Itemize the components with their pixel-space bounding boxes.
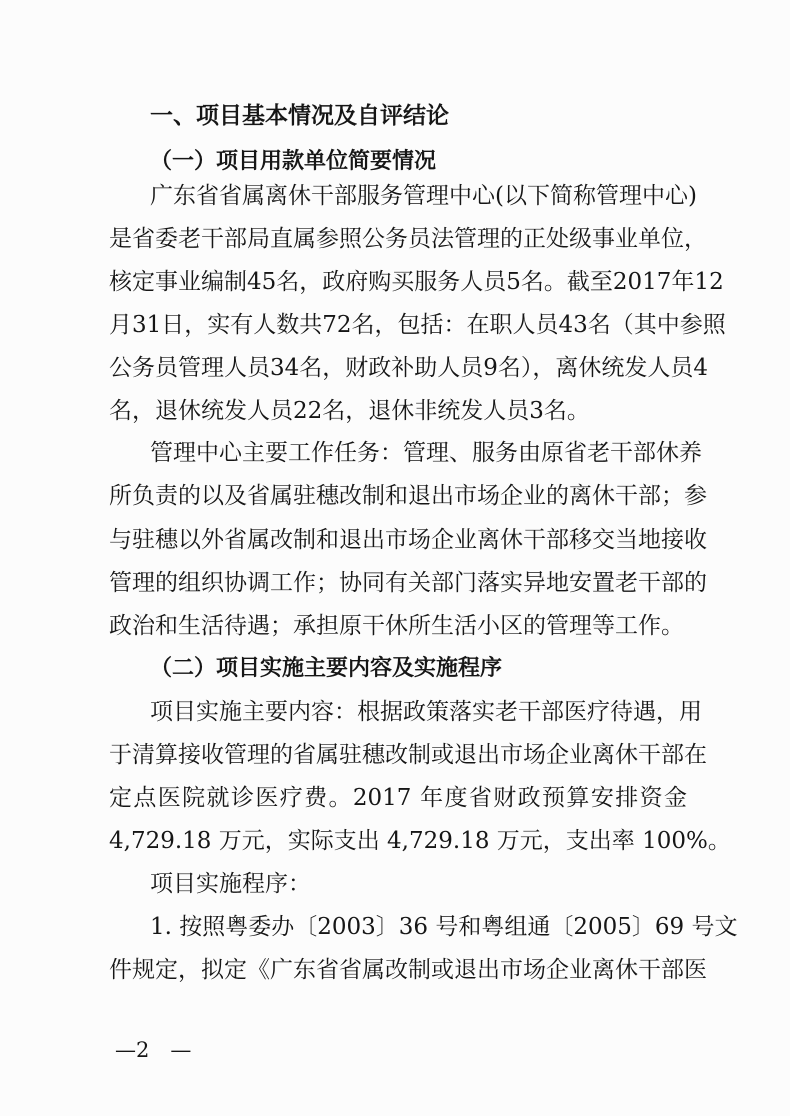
paragraph-3-line-4: 4,729.18 万元，实际支出 4,729.18 万元，支出率 100%。 bbox=[109, 828, 731, 854]
paragraph-2-line-3: 与驻穗以外省属改制和退出市场企业离休干部移交当地接收 bbox=[109, 527, 707, 553]
paragraph-3-line-3: 定点医院就诊医疗费。2017 年度省财政预算安排资金 bbox=[109, 785, 687, 811]
paragraph-3-line-1: 项目实施主要内容：根据政策落实老干部医疗待遇，用 bbox=[150, 699, 702, 725]
paragraph-1-line-4: 月31日，实有人数共72名，包括：在职人员43名（其中参照 bbox=[109, 312, 726, 338]
paragraph-2-line-1: 管理中心主要工作任务：管理、服务由原省老干部休养 bbox=[150, 440, 702, 466]
paragraph-1-line-6: 名，退休统发人员22名，退休非统发人员3名。 bbox=[109, 398, 590, 424]
paragraph-4: 项目实施程序： bbox=[150, 871, 311, 897]
paragraph-3-line-2: 于清算接收管理的省属驻穗改制或退出市场企业离休干部在 bbox=[109, 742, 707, 768]
paragraph-2-line-2: 所负责的以及省属驻穗改制和退出市场企业的离休干部；参 bbox=[109, 483, 707, 509]
paragraph-1-line-3: 核定事业编制45名，政府购买服务人员5名。截至2017年12 bbox=[109, 269, 724, 295]
paragraph-2-line-4: 管理的组织协调工作；协同有关部门落实异地安置老干部的 bbox=[109, 570, 707, 596]
paragraph-5-line-1: 1. 按照粤委办〔2003〕36 号和粤组通〔2005〕69 号文 bbox=[150, 914, 738, 940]
paragraph-5-line-2: 件规定，拟定《广东省省属改制或退出市场企业离休干部医 bbox=[109, 957, 707, 983]
paragraph-2-line-5: 政治和生活待遇；承担原干休所生活小区的管理等工作。 bbox=[109, 613, 684, 639]
paragraph-1-line-5: 公务员管理人员34名，财政补助人员9名），离休统发人员4 bbox=[109, 355, 709, 381]
paragraph-1-line-2: 是省委老干部局直属参照公务员法管理的正处级事业单位， bbox=[109, 226, 707, 252]
paragraph-1-line-1: 广东省省属离休干部服务管理中心(以下简称管理中心) bbox=[150, 183, 697, 209]
section-heading: 一、项目基本情况及自评结论 bbox=[150, 103, 449, 129]
page-number: —2 — bbox=[115, 1038, 192, 1062]
subsection-2-heading: （二）项目实施主要内容及实施程序 bbox=[150, 656, 503, 681]
subsection-1-heading: （一）项目用款单位简要情况 bbox=[150, 149, 437, 174]
